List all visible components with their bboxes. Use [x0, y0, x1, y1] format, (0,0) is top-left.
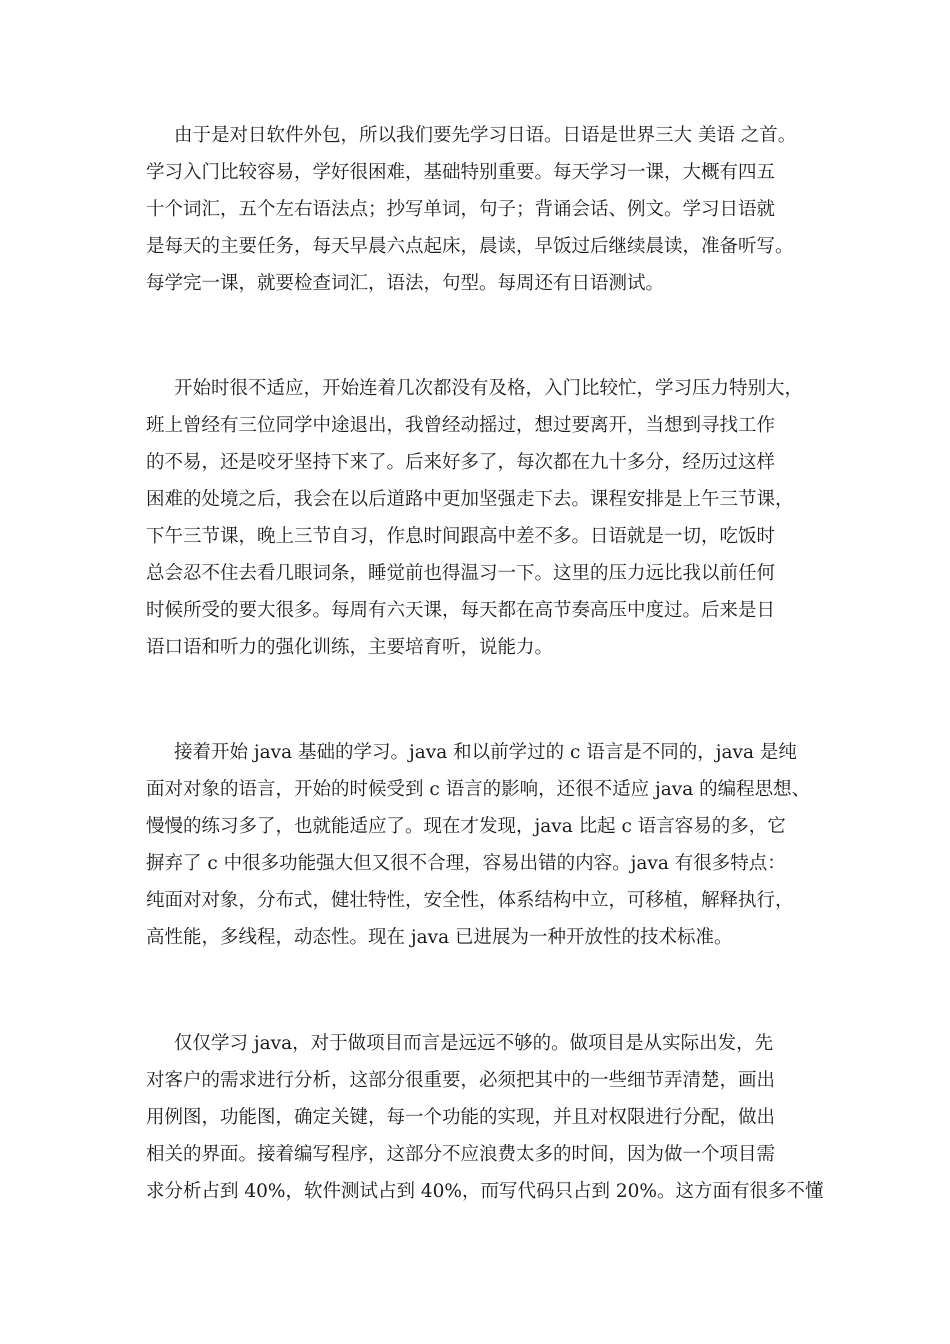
paragraph-3-line-4: 摒弃了 c 中很多功能强大但又很不合理，容易出错的内容。java 有很多特点：: [146, 853, 786, 874]
paragraph-1-line-2: 学习入门比较容易，学好很困难，基础特别重要。每天学习一课，大概有四五: [146, 162, 776, 183]
paragraph-1-line-4: 是每天的主要任务，每天早晨六点起床，晨读，早饭过后继续晨读，准备听写。: [146, 236, 794, 257]
paragraph-1-line-1: 由于是对日软件外包，所以我们要先学习日语。日语是世界三大 美语 之首。: [174, 125, 797, 146]
paragraph-3-line-1: 接着开始 java 基础的学习。java 和以前学过的 c 语言是不同的，java 是纯: [174, 742, 797, 763]
paragraph-2-line-8: 语口语和听力的强化训练，主要培育听，说能力。: [146, 637, 554, 658]
paragraph-3-line-5: 纯面对对象，分布式，健壮特性，安全性，体系结构中立，可移植，解释执行，: [146, 890, 794, 911]
paragraph-4-line-2: 对客户的需求进行分析，这部分很重要，必须把其中的一些细节弄清楚，画出: [146, 1070, 776, 1091]
paragraph-4-line-4: 相关的界面。接着编写程序，这部分不应浪费太多的时间，因为做一个项目需: [146, 1144, 776, 1165]
paragraph-4-line-1: 仅仅学习 java，对于做项目而言是远远不够的。做项目是从实际出发，先: [174, 1033, 774, 1054]
paragraph-3-line-2: 面对对象的语言，开始的时候受到 c 语言的影响，还很不适应 java 的编程思想、: [146, 779, 811, 800]
paragraph-2-line-1: 开始时很不适应，开始连着几次都没有及格，入门比较忙，学习压力特别大，: [174, 378, 804, 399]
paragraph-4-line-3: 用例图，功能图，确定关键，每一个功能的实现，并且对权限进行分配，做出: [146, 1107, 776, 1128]
paragraph-2-line-7: 时候所受的要大很多。每周有六天课，每天都在高节奏高压中度过。后来是日: [146, 600, 776, 621]
paragraph-3-line-6: 高性能，多线程，动态性。现在 java 已进展为一种开放性的技术标准。: [146, 927, 733, 948]
paragraph-2-line-5: 下午三节课，晚上三节自习，作息时间跟高中差不多。日语就是一切，吃饭时: [146, 526, 776, 547]
paragraph-2-line-3: 的不易，还是咬牙坚持下来了。后来好多了，每次都在九十多分，经历过这样: [146, 452, 776, 473]
paragraph-2-line-4: 困难的处境之后，我会在以后道路中更加坚强走下去。课程安排是上午三节课，: [146, 489, 794, 510]
paragraph-2-line-2: 班上曾经有三位同学中途退出，我曾经动摇过，想过要离开，当想到寻找工作: [146, 415, 776, 436]
paragraph-3-line-3: 慢慢的练习多了，也就能适应了。现在才发现，java 比起 c 语言容易的多，它: [146, 816, 786, 837]
paragraph-2-line-6: 总会忍不住去看几眼词条，睡觉前也得温习一下。这里的压力远比我以前任何: [146, 563, 776, 584]
paragraph-1-line-5: 每学完一课，就要检查词汇，语法，句型。每周还有日语测试。: [146, 273, 665, 294]
paragraph-4-line-5: 求分析占到 40%，软件测试占到 40%，而写代码只占到 20%。这方面有很多不懂: [146, 1181, 824, 1202]
paragraph-1-line-3: 十个词汇，五个左右语法点；抄写单词，句子；背诵会话、例文。学习日语就: [146, 199, 776, 220]
